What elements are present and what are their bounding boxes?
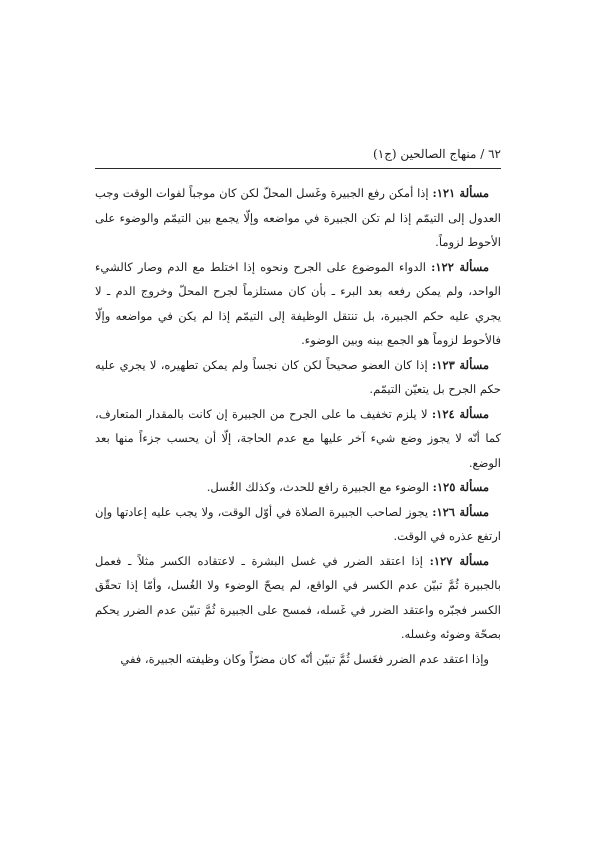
issue-text: يجوز لصاحب الجبيرة الصلاة في أوّل الوقت، ولا يجب عليه إعادتها وإن ارتفع عذره في الوقت. xyxy=(95,504,501,543)
issue-text: إذا كان العضو صحيحاً لكن كان نجساً ولم يمكن تطهيره، لا يجري عليه حكم الجرح بل يتعيّن التيمّم. xyxy=(95,357,501,396)
issue-text: لا يلزم تخفيف ما على الجرح من الجبيرة إن كانت بالمقدار المتعارف، كما أنّه لا يجوز وضع شيء آخر عليها مع عدم الحاجة، إلّا أن يحسب جزءاً منها بعد الوضع. xyxy=(95,406,501,470)
issue-127-continuation xyxy=(95,647,501,672)
running-title: ٦٢ / منهاج الصالحين (ج١) xyxy=(373,147,501,161)
issue-label: مسألة ١٢٧: xyxy=(429,553,489,568)
issue-125 xyxy=(95,475,501,500)
page-body xyxy=(95,181,501,671)
issue-121 xyxy=(95,181,501,255)
issue-text: الدواء الموضوع على الجرح ونحوه إذا اختلط مع الدم وصار كالشيء الواحد، ولم يمكن رفعه بعد البرء ـ بأن كان مستلزماً لجرح المحلّ وخروج الدم ـ لا يجري عليه حكم الجبيرة، بل تنتقل الوظيفة إلى التيمّم إذا لم يكن في مواضعه وإلّا فالأحوط لزوماً هو الجمع بينه وبين الوضوء. xyxy=(95,259,501,347)
issue-126 xyxy=(95,500,501,549)
issue-text: وإذا اعتقد عدم الضرر فغَسل ثُمَّ تبيّن أنّه كان مضرّاً وكان وظيفته الجبيرة، ففي xyxy=(120,651,489,666)
issue-124 xyxy=(95,402,501,476)
issue-label: مسألة ١٢٣: xyxy=(431,357,489,372)
issue-label: مسألة ١٢٥: xyxy=(432,480,489,494)
issue-text: إذا اعتقد الضرر في غسل البشرة ـ لاعتقاده الكسر مثلاً ـ فعمل بالجبيرة ثُمَّ تبيّن عدم الكسر في الواقع، لم يصحّ الوضوء ولا الغُسل، وأمّا إذا تحقّق الكسر فجبّره واعتقد الضرر في غَسله، فمسح على الجبيرة ثُمَّ تبيّن عدم الضرر يحكم بصحّة وضوئه وغسله. xyxy=(95,553,501,641)
running-header xyxy=(95,147,501,161)
issue-label: مسألة ١٢٤: xyxy=(431,406,489,421)
issue-122 xyxy=(95,255,501,353)
issue-label: مسألة ١٢٦: xyxy=(432,504,490,519)
issue-127 xyxy=(95,549,501,647)
header-rule xyxy=(95,168,501,169)
issue-label: مسألة ١٢٢: xyxy=(431,259,489,274)
issue-text: الوضوء مع الجبيرة رافع للحدث، وكذلك الغُسل. xyxy=(206,480,429,494)
issue-label: مسألة ١٢١: xyxy=(432,186,490,200)
issue-123 xyxy=(95,353,501,402)
issue-text: إذا أمكن رفع الجبيرة وغَسل المحلّ لكن كان موجباً لفوات الوقت وجب العدول إلى التيمّم إذا لم تكن الجبيرة في مواضعه وإلّا يجمع بين التيمّم والوضوء على الأحوط لزوماً. xyxy=(95,186,501,249)
